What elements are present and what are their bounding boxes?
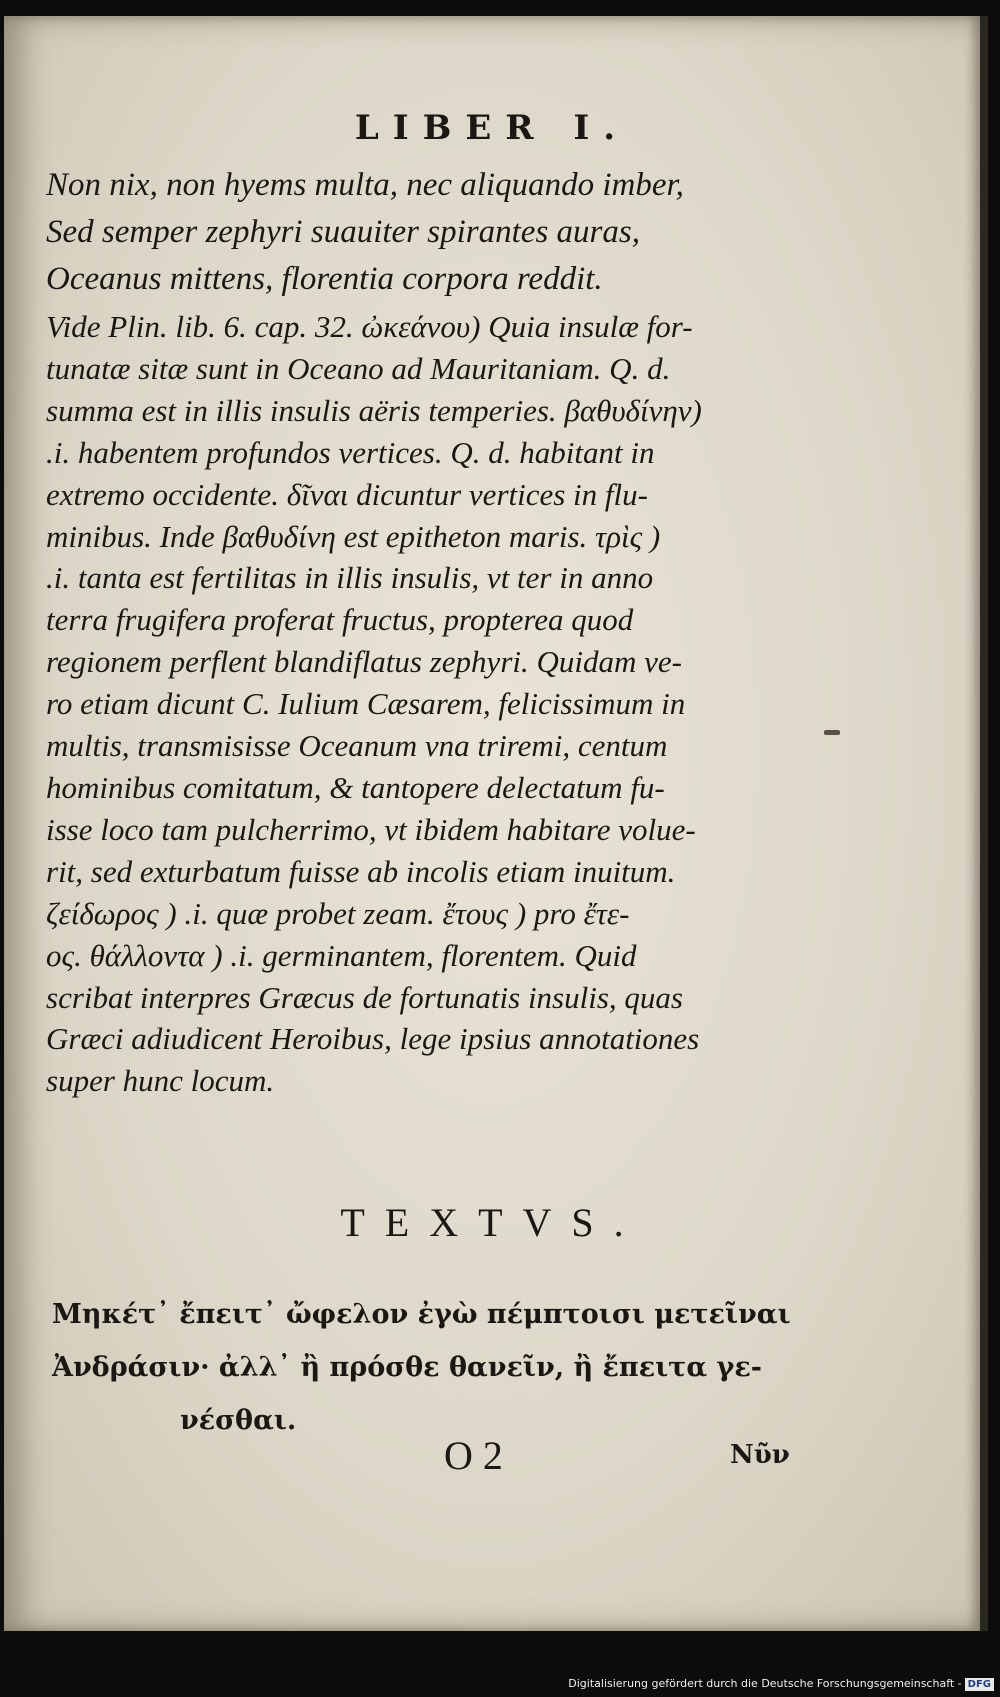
commentary-line: ro etiam dicunt C. Iulium Cæsarem, felicissimum in <box>46 686 686 722</box>
commentary-line: terra frugifera proferat fructus, propterea quod <box>46 602 634 638</box>
book-page <box>4 16 988 1631</box>
commentary-line: .i. habentem profundos vertices. Q. d. habitant in <box>46 434 655 470</box>
verse-block <box>46 162 684 303</box>
dfg-logo: DFG <box>965 1678 994 1691</box>
digitization-credit <box>568 1677 994 1691</box>
signature-mark: O 2 <box>444 1433 503 1478</box>
verse-line: Sed semper zephyri suauiter spirantes auras, <box>46 214 640 250</box>
ink-mark <box>824 730 840 735</box>
commentary-line: summa est in illis insulis aëris temperies. βαθυδίνην) <box>46 392 702 428</box>
commentary-line: tunatæ sitæ sunt in Oceano ad Mauritaniam. Q. d. <box>46 350 671 386</box>
commentary-line: ζείδωρος ) .i. quæ probet zeam. ἔτους ) pro ἔτε- <box>46 895 630 931</box>
verse-line: Oceanus mittens, florentia corpora reddit. <box>46 261 603 297</box>
running-head: LIBER I. <box>354 108 630 148</box>
commentary-line: Vide Plin. lib. 6. cap. 32. ὠκεάνου) Quia insulæ for- <box>46 309 693 344</box>
section-title: TEXTVS. <box>340 1200 644 1245</box>
commentary-line: super hunc locum. <box>46 1063 275 1099</box>
greek-text-block <box>52 1288 791 1447</box>
commentary-line: minibus. Inde βαθυδίνη est epitheton maris. τρὶς ) <box>46 518 661 554</box>
commentary-block <box>46 306 806 1102</box>
greek-line: Ἀνδράσιν· ἀλλ᾽ ἢ πρόσθε θανεῖν, ἢ ἔπειτα γε- <box>52 1352 762 1383</box>
credit-text: Digitalisierung gefördert durch die Deutsche Forschungsgemeinschaft - <box>568 1677 962 1690</box>
commentary-line: ος. θάλλοντα ) .i. germinantem, florentem. Quid <box>46 937 637 973</box>
commentary-line: rit, sed exturbatum fuisse ab incolis etiam inuitum. <box>46 853 676 889</box>
commentary-line: multis, transmisisse Oceanum vna triremi, centum <box>46 728 668 764</box>
commentary-line: hominibus comitatum, & tantopere delectatum fu- <box>46 769 665 805</box>
catchword: Νῦν <box>730 1440 790 1470</box>
verse-line: Non nix, non hyems multa, nec aliquando imber, <box>46 167 684 203</box>
commentary-line: .i. tanta est fertilitas in illis insulis, vt ter in anno <box>46 560 654 596</box>
commentary-line: Græci adiudicent Heroibus, lege ipsius annotationes <box>46 1021 700 1057</box>
commentary-line: regionem perflent blandiflatus zephyri. Quidam ve- <box>46 644 682 680</box>
commentary-line: scribat interpres Græcus de fortunatis insulis, quas <box>46 979 683 1015</box>
greek-line: νέσθαι. <box>180 1405 297 1436</box>
greek-line: Μηκέτ᾽ ἔπειτ᾽ ὤφελον ἐγὼ πέμπτοισι μετεῖναι <box>52 1299 791 1330</box>
commentary-line: isse loco tam pulcherrimo, vt ibidem habitare volue- <box>46 811 696 847</box>
commentary-line: extremo occidente. δῖναι dicuntur vertices in flu- <box>46 476 648 512</box>
